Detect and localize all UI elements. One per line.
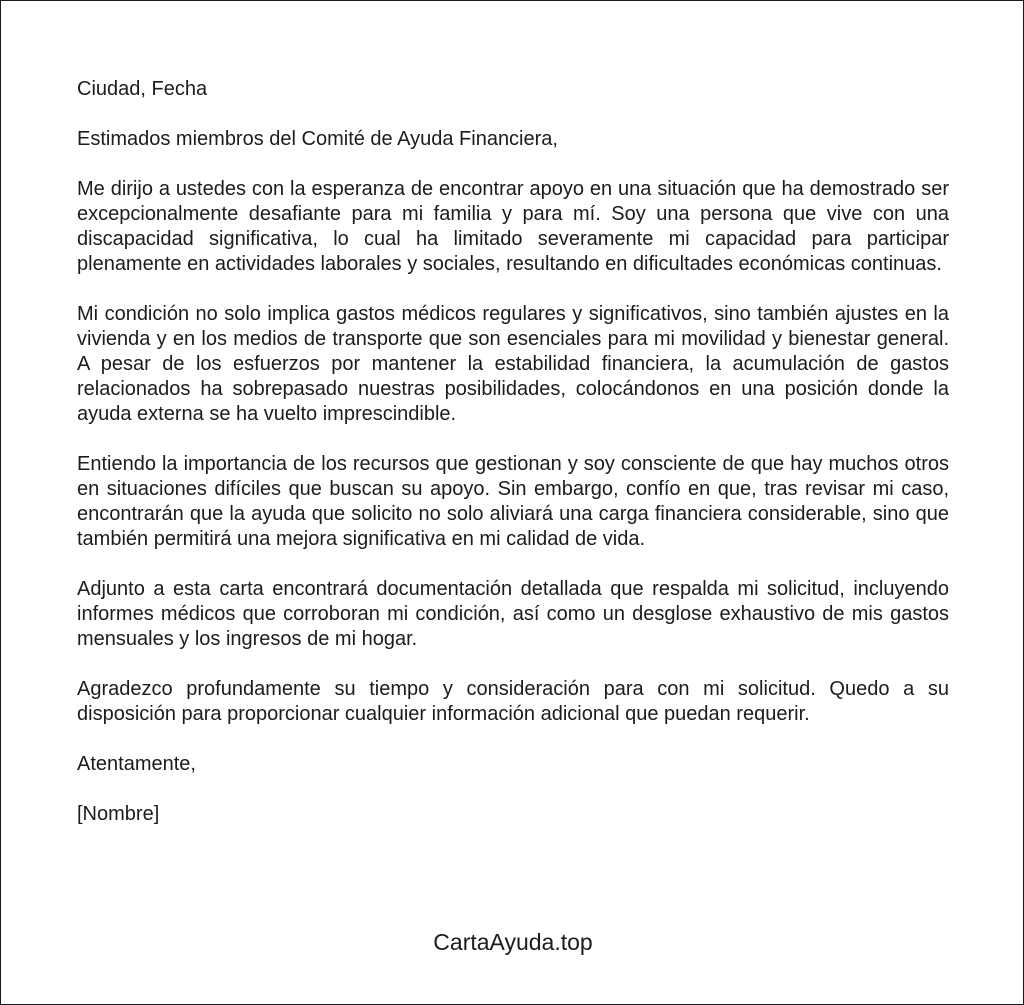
paragraph-5: Agradezco profundamente su tiempo y consideración para con mi solicitud. Quedo a su disposición para proporcionar cualquier información adicional que puedan requerir. — [77, 678, 949, 725]
signature: [Nombre] — [77, 803, 160, 825]
letter-body — [77, 77, 949, 852]
paragraph-3: Entiendo la importancia de los recursos que gestionan y soy consciente de que hay muchos otros en situaciones difíciles que buscan su apoyo. Sin embargo, confío en que, tras revisar mi caso, encontrarán que la ayuda que solicito no solo aliviará una carga financiera considerable, sino que también permitirá una mejora significativa en mi calidad de vida. — [77, 453, 949, 550]
site-footer: CartaAyuda.top — [433, 929, 593, 955]
closing: Atentamente, — [77, 753, 196, 775]
paragraph-1: Me dirijo a ustedes con la esperanza de encontrar apoyo en una situación que ha demostrado ser excepcionalmente desafiante para mi familia y para mí. Soy una persona que vive con una discapacidad significativa, lo cual ha limitado severamente mi capacidad para participar plenamente en actividades laborales y sociales, resultando en dificultades económicas continuas. — [77, 178, 949, 275]
paragraph-4: Adjunto a esta carta encontrará documentación detallada que respalda mi solicitud, incluyendo informes médicos que corroboran mi condición, así como un desglose exhaustivo de mis gastos mensuales y los ingresos de mi hogar. — [77, 578, 949, 650]
greeting: Estimados miembros del Comité de Ayuda Financiera, — [77, 128, 558, 150]
paragraph-2: Mi condición no solo implica gastos médicos regulares y significativos, sino también ajustes en la vivienda y en los medios de transporte que son esenciales para mi movilidad y bienestar general. A pesar de los esfuerzos por mantener la estabilidad financiera, la acumulación de gastos relacionados ha sobrepasado nuestras posibilidades, colocándonos en una posición donde la ayuda externa se ha vuelto imprescindible. — [77, 303, 949, 425]
place-date: Ciudad, Fecha — [77, 78, 208, 100]
